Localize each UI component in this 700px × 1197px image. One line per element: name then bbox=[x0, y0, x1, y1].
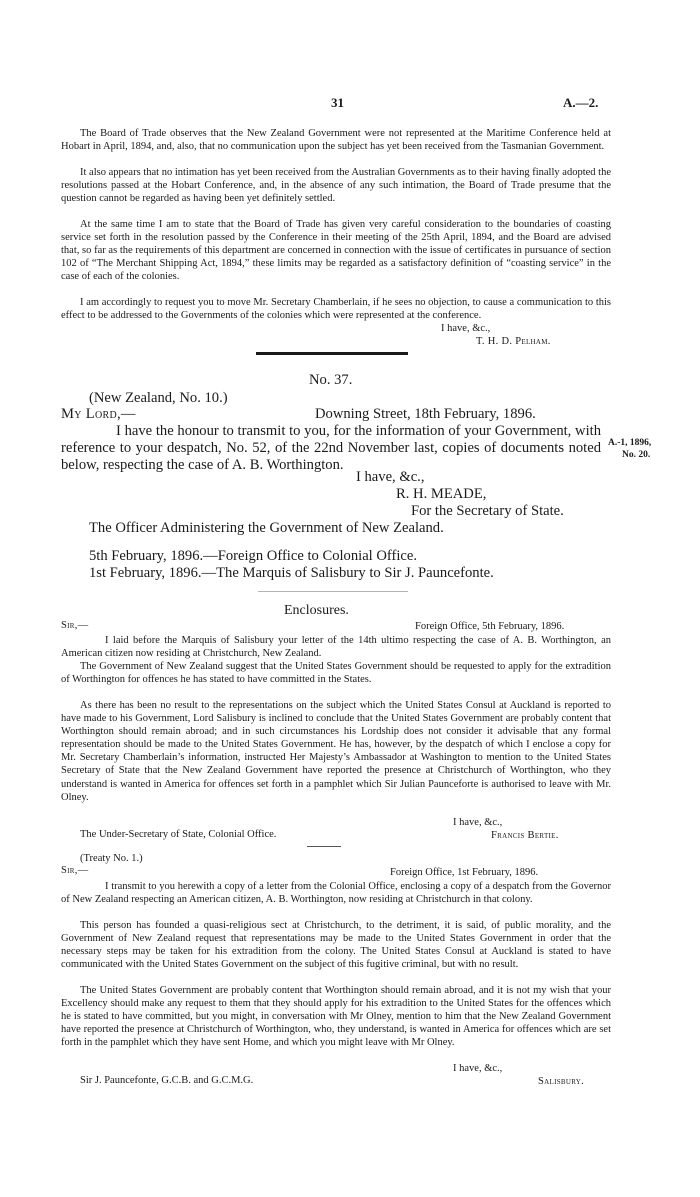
margin-reference-2: No. 20. bbox=[622, 450, 651, 460]
enc2-treaty: (Treaty No. 1.) bbox=[80, 853, 143, 864]
letter37-place-date: Downing Street, 18th February, 1896. bbox=[315, 406, 536, 422]
letter37-signature-role: For the Secretary of State. bbox=[411, 503, 564, 519]
page-number: 31 bbox=[331, 95, 344, 110]
letter37-addressee: The Officer Administering the Government of New Zealand. bbox=[89, 520, 444, 536]
enc1-paragraph-2: The Government of New Zealand suggest that the United States Government should be requested to apply for the extradition of Worthington for offences he has stated to have committed in the States. bbox=[61, 661, 611, 686]
enc1-paragraph-3: As there has been no result to the representations on the subject which the United States Consul at Auckland is reported to have made to his Government, Lord Salisbury is inclined to conclude that the United States Government are probably content that Worthington should remain abroad; and in such circumstances his Lordship does not consider it advisable that any formal representation should be made to the United States Government. He has, however, by the despatch of which I enclose a copy for Mr. Secretary Chamberlain’s information, instructed Her Majesty’s Ambassador at Washington to mention to the United States Secretary of State that the New Zealand Government have reported the presence at Christchurch of Worthington, who they understand is wanted in America for offences set forth in a pamphlet which Sir Julian Paunceforte is authorised to leave with Mr. Olney. bbox=[61, 700, 611, 803]
letter37-number: No. 37. bbox=[309, 372, 353, 388]
enc1-paragraph-1: I laid before the Marquis of Salisbury your letter of the 14th ultimo respecting the case of A. B. Worthington, an American citizen now residing at Christchurch, New Zealand. bbox=[61, 635, 611, 660]
letter37-closing: I have, &c., bbox=[356, 469, 425, 485]
enc1-place-date: Foreign Office, 5th February, 1896. bbox=[415, 621, 565, 632]
enc2-paragraph-3: The United States Government are probably content that Worthington should remain abroad, and it is not my wish that your Excellency should make any request to them that they should apply for his extradition to the United States for the offences which he is stated to have committed, but you might, in conversation with Mr Olney, mention to him that the New Zealand Government have reported the presence at Christchurch of Worthington, who, they understand, is wanted in America for offences which are set forth in the pamphlet which they have sent Home, and which you might leave with Mr Olney. bbox=[61, 985, 611, 1049]
enc1-salutation: Sir,— bbox=[61, 620, 89, 631]
enc1-closing: I have, &c., bbox=[453, 817, 503, 828]
letter36-paragraph-2: It also appears that no intimation has yet been received from the Australian Governments as to their having finally adopted the resolutions passed at the Hobart Conference, and, in the absence of any such intimation, the Board of Trade presume that the question cannot be regarded as having been yet definitely settled. bbox=[61, 167, 611, 205]
enclosures-title: Enclosures. bbox=[284, 603, 349, 618]
enclosures-divider bbox=[258, 591, 408, 592]
enclosure-separator bbox=[307, 846, 341, 847]
margin-reference-1: A.-1, 1896, bbox=[608, 438, 652, 448]
letter36-signature: T. H. D. Pelham. bbox=[476, 336, 551, 347]
enc1-signature: Francis Bertie. bbox=[491, 830, 559, 841]
enclosure-list-item-2: 1st February, 1896.—The Marquis of Salisbury to Sir J. Pauncefonte. bbox=[89, 565, 494, 581]
enc2-signature: Salisbury. bbox=[538, 1076, 585, 1087]
letter37-series: (New Zealand, No. 10.) bbox=[89, 390, 228, 406]
letter36-paragraph-1: The Board of Trade observes that the New Zealand Government were not represented at the Maritime Conference held at Hobart in April, 1894, and, also, that no communication upon the subject has yet been received from the Tasmanian Government. bbox=[61, 128, 611, 153]
letter37-body: I have the honour to transmit to you, for the information of your Government, with reference to your despatch, No. 52, of the 22nd November last, copies of documents noted below, respecting the case of A. B. Worthington. bbox=[61, 423, 601, 473]
letter36-paragraph-4: I am accordingly to request you to move Mr. Secretary Chamberlain, if he sees no objection, to cause a communication to this effect to be addressed to the Governments of the colonies which were represented at the conference. bbox=[61, 297, 611, 322]
letter36-paragraph-3: At the same time I am to state that the Board of Trade has given very careful consideration to the boundaries of coasting service set forth in the resolution passed by the Conference in their meeting of the 25th April, 1894, and the Board are advised that, so far as the requirements of this department are concerned in connection with the issue of certificates in pursuance of section 102 of “The Merchant Shipping Act, 1894,” these limits may be regarded as a satisfactory definition of “coasting service” in the case of each of the colonies. bbox=[61, 219, 611, 283]
letter37-salutation: My Lord,— bbox=[61, 406, 136, 422]
enc2-closing: I have, &c., bbox=[453, 1063, 503, 1074]
enc1-addressee: The Under-Secretary of State, Colonial Office. bbox=[80, 829, 277, 840]
enclosure-list-item-1: 5th February, 1896.—Foreign Office to Colonial Office. bbox=[89, 548, 418, 564]
enc2-addressee: Sir J. Pauncefonte, G.C.B. and G.C.M.G. bbox=[80, 1075, 254, 1086]
letter36-closing: I have, &c., bbox=[441, 323, 491, 334]
enc2-paragraph-1: I transmit to you herewith a copy of a letter from the Colonial Office, enclosing a copy of a despatch from the Governor of New Zealand respecting an American citizen, A. B. Worthington, now residing at Christchurch in that colony. bbox=[61, 881, 611, 906]
section-divider bbox=[256, 352, 408, 355]
document-reference: A.—2. bbox=[563, 95, 599, 110]
letter37-signature: R. H. MEADE, bbox=[396, 486, 487, 502]
enc2-paragraph-2: This person has founded a quasi-religious sect at Christchurch, to the detriment, it is said, of public morality, and the Government of New Zealand request that representations may be made to the United States Government in order that the necessary steps may be taken for his extradition from the colony. The United States Consul at Auckland is stated to have communicated with the United States Government on the subject of this fugitive criminal, but with no result. bbox=[61, 920, 611, 971]
enc2-place-date: Foreign Office, 1st February, 1896. bbox=[390, 867, 539, 878]
enc2-salutation: Sir,— bbox=[61, 865, 89, 876]
